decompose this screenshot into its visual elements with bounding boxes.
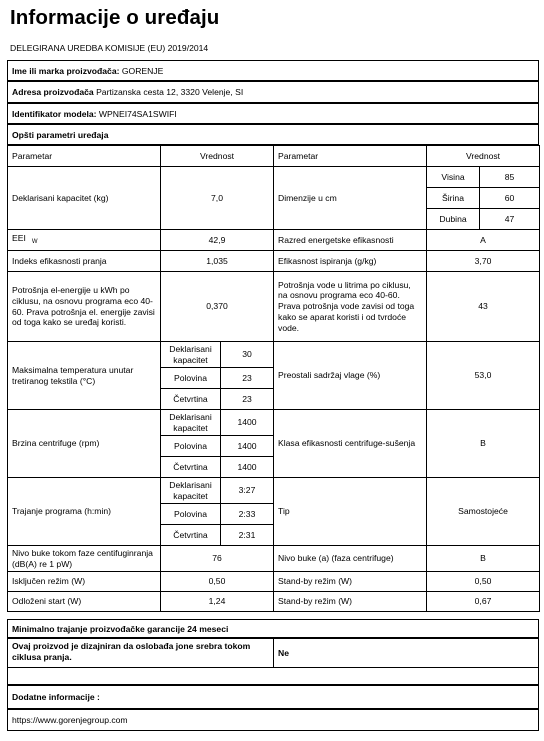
duration-half-value: 2:33 xyxy=(221,504,274,525)
duration-rated-label: Deklarisani kapacitet xyxy=(161,478,221,504)
duration-quarter-label: Četvrtina xyxy=(161,525,221,546)
standby1-label: Stand-by režim (W) xyxy=(274,572,427,592)
energy-class-label: Razred energetske efikasnosti xyxy=(274,230,427,251)
noise-label: Nivo buke tokom faze centifuginranja (dB(A) re 1 pW) xyxy=(8,546,161,572)
additional-info-url: https://www.gorenjegroup.com xyxy=(7,709,539,731)
header-param-left: Parametar xyxy=(8,146,161,167)
capacity-value: 7,0 xyxy=(161,167,274,230)
standby2-label: Stand-by režim (W) xyxy=(274,592,427,612)
silver-ion-value: Ne xyxy=(278,648,289,658)
rinsing-label: Efikasnost ispiranja (g/kg) xyxy=(274,251,427,272)
spin-class-value: B xyxy=(427,410,540,478)
spin-half-label: Polovina xyxy=(161,436,221,457)
max-temp-quarter-label: Četvrtina xyxy=(161,389,221,410)
energy-consumption-label: Potrošnja el-energije u kWh po ciklusu, na osnovu programa eco 40-60. Prava potrošnja el. energije zavisi od toga kako se uređaj koristi. xyxy=(8,272,161,342)
table-header-row xyxy=(8,146,540,167)
table-row xyxy=(8,546,540,572)
guarantee-label: Minimalno trajanje proizvođačke garancije xyxy=(12,623,185,634)
type-label: Tip xyxy=(274,478,427,546)
capacity-label: Deklarisani kapacitet (kg) xyxy=(8,167,161,230)
table-row xyxy=(8,167,540,188)
duration-rated-value: 3:27 xyxy=(221,478,274,504)
table-row xyxy=(8,572,540,592)
table-row xyxy=(8,230,540,251)
address-value: Partizanska cesta 12, 3320 Velenje, SI xyxy=(96,87,244,97)
energy-consumption-value: 0,370 xyxy=(161,272,274,342)
max-temp-half-value: 23 xyxy=(221,368,274,389)
standby1-value: 0,50 xyxy=(427,572,540,592)
dimension-width-value: 60 xyxy=(480,188,540,209)
model-row xyxy=(7,103,539,124)
spin-quarter-label: Četvrtina xyxy=(161,457,221,478)
regulation-text: DELEGIRANA UREDBA KOMISIJE (EU) 2019/2014 xyxy=(10,43,209,53)
dimension-height-value: 85 xyxy=(480,167,540,188)
duration-quarter-value: 2:31 xyxy=(221,525,274,546)
standby2-value: 0,67 xyxy=(427,592,540,612)
water-consumption-value: 43 xyxy=(427,272,540,342)
max-temp-quarter-value: 23 xyxy=(221,389,274,410)
additional-info-label: Dodatne informacije : xyxy=(7,685,539,709)
spin-half-value: 1400 xyxy=(221,436,274,457)
table-row xyxy=(8,251,540,272)
address-label: Adresa proizvođača xyxy=(12,87,94,97)
noise-value: 76 xyxy=(161,546,274,572)
eei-label: EEI $_W$ xyxy=(8,230,161,251)
parameters-table xyxy=(7,145,540,612)
washing-index-value: 1,035 xyxy=(161,251,274,272)
spin-quarter-value: 1400 xyxy=(221,457,274,478)
moisture-label: Preostali sadržaj vlage (%) xyxy=(274,342,427,410)
spin-rated-value: 1400 xyxy=(221,410,274,436)
spin-class-label: Klasa efikasnosti centrifuge-sušenja xyxy=(274,410,427,478)
max-temp-half-label: Polovina xyxy=(161,368,221,389)
duration-label: Trajanje programa (h:min) xyxy=(8,478,161,546)
dimension-depth-label: Dubina xyxy=(427,209,480,230)
table-row xyxy=(8,272,540,342)
table-row xyxy=(8,342,540,368)
silver-ion-label: Ovaj proizvod je dizajniran da oslobađa jone srebra tokom ciklusa pranja. xyxy=(8,639,274,667)
off-mode-value: 0,50 xyxy=(161,572,274,592)
water-consumption-label: Potrošnja vode u litrima po ciklusu, na osnovu programa eco 40-60. Prava potrošnja vode zavisi od toga kako se aparat koristi i od tvrdoće vode. xyxy=(274,272,427,342)
spin-rated-label: Deklarisani kapacitet xyxy=(161,410,221,436)
energy-class-value: A xyxy=(427,230,540,251)
noise-class-value: B xyxy=(427,546,540,572)
dimension-width-label: Širina xyxy=(427,188,480,209)
moisture-value: 53,0 xyxy=(427,342,540,410)
model-value: WPNEI74SA1SWIFI xyxy=(98,108,177,119)
table-row xyxy=(8,410,540,436)
supplier-value: GORENJE xyxy=(121,65,164,76)
dimension-height-label: Visina xyxy=(427,167,480,188)
eei-value: 42,9 xyxy=(161,230,274,251)
supplier-row xyxy=(7,60,539,81)
header-value-right: Vrednost xyxy=(427,146,540,167)
delay-start-value: 1,24 xyxy=(161,592,274,612)
washing-index-label: Indeks efikasnosti pranja xyxy=(8,251,161,272)
page-title: Informacije o uređaju xyxy=(10,6,220,29)
rinsing-value: 3,70 xyxy=(427,251,540,272)
dimension-depth-value: 47 xyxy=(480,209,540,230)
duration-half-label: Polovina xyxy=(161,504,221,525)
model-label: Identifikator modela: xyxy=(12,108,97,119)
dimensions-label: Dimenzije u cm xyxy=(274,167,427,230)
header-value-left: Vrednost xyxy=(161,146,274,167)
address-row xyxy=(7,81,539,103)
type-value: Samostojeće xyxy=(427,478,540,546)
off-mode-label: Isključen režim (W) xyxy=(8,572,161,592)
spin-speed-label: Brzina centrifuge (rpm) xyxy=(8,410,161,478)
general-header: Opšti parametri uređaja xyxy=(7,124,539,145)
table-row xyxy=(8,592,540,612)
guarantee-row xyxy=(7,619,539,638)
silver-ion-row xyxy=(7,638,539,668)
max-temp-label: Maksimalna temperatura unutar tretiranog tekstila (°C) xyxy=(8,342,161,410)
guarantee-value: 24 meseci xyxy=(187,623,229,634)
max-temp-rated-label: Deklarisani kapacitet xyxy=(161,342,221,368)
table-row xyxy=(8,478,540,504)
header-param-right: Parametar xyxy=(274,146,427,167)
delay-start-label: Odloženi start (W) xyxy=(8,592,161,612)
spacer-row xyxy=(7,668,539,685)
noise-class-label: Nivo buke (a) (faza centrifuge) xyxy=(274,546,427,572)
supplier-label: Ime ili marka proizvođača: xyxy=(12,65,120,76)
max-temp-rated-value: 30 xyxy=(221,342,274,368)
